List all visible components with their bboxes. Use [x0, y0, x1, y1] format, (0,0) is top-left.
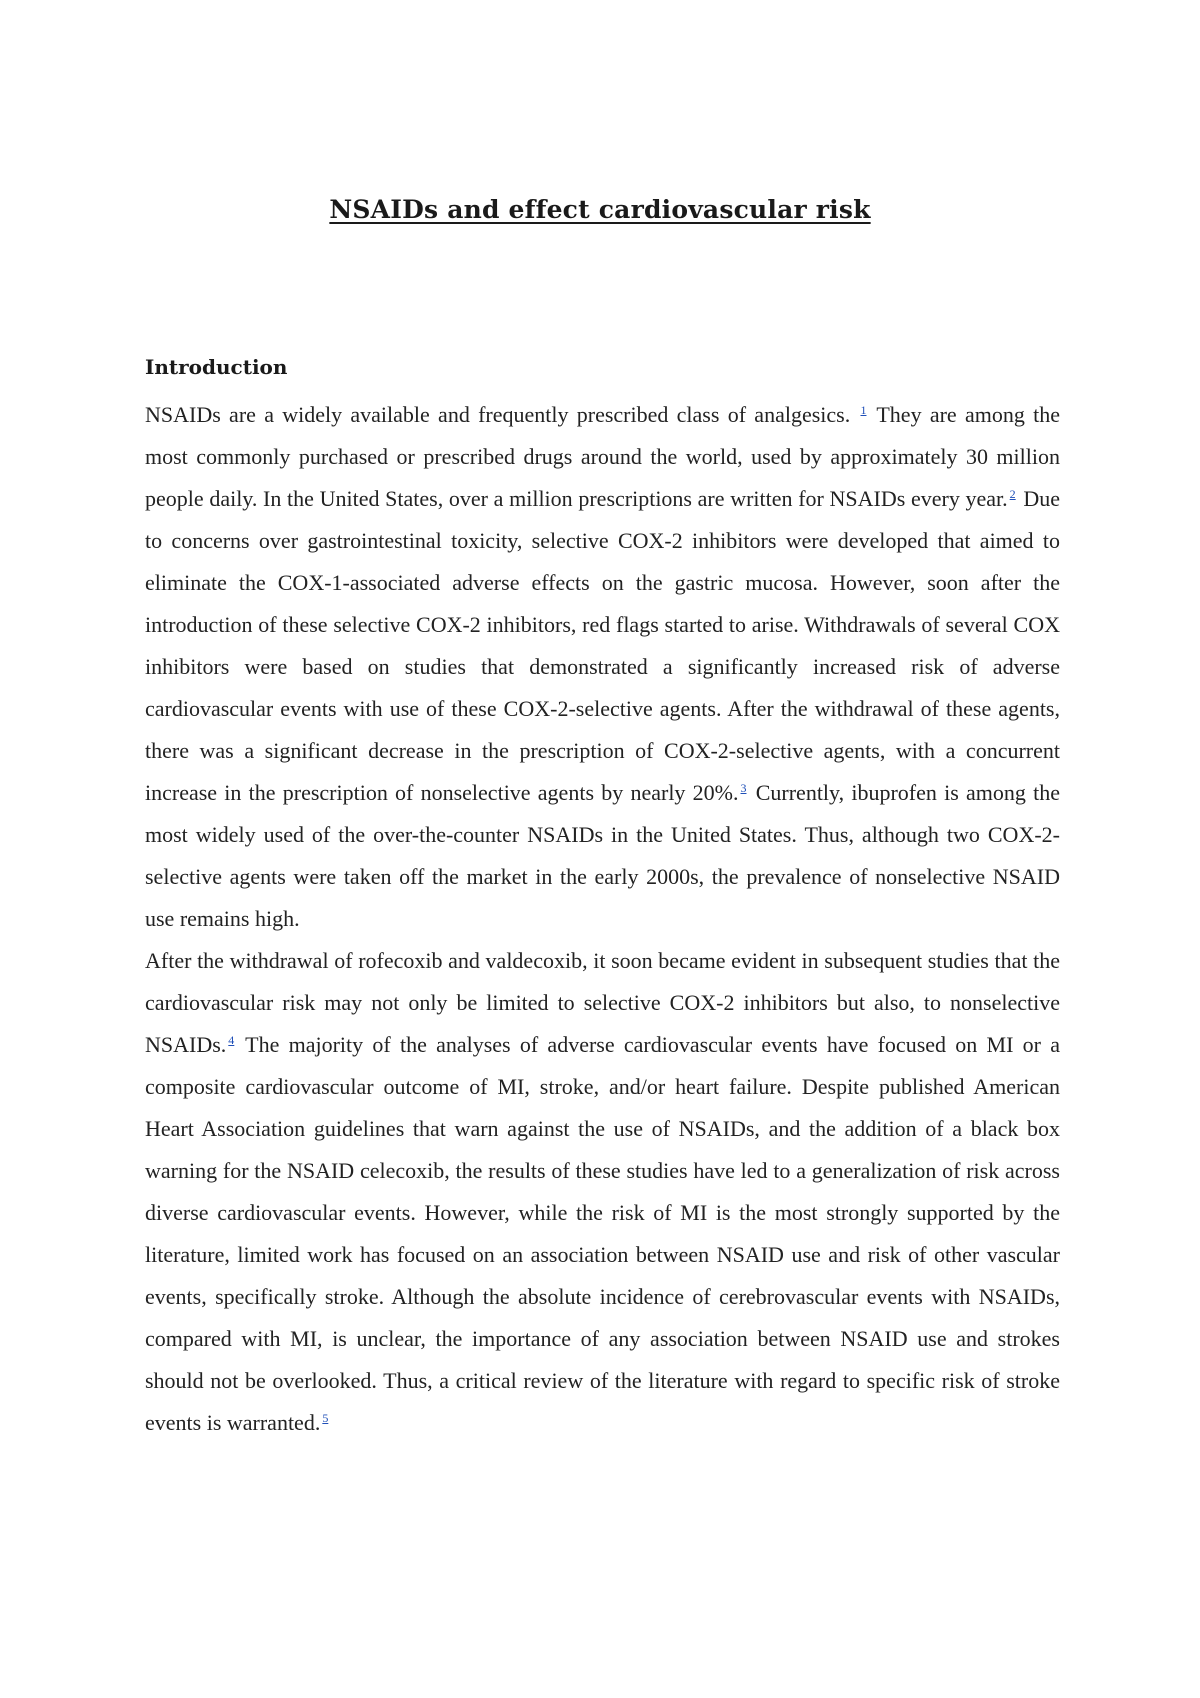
citation-link-5[interactable]: 5	[322, 1410, 329, 1425]
paragraph-text-segment: NSAIDs are a widely available and frequently prescribed class of analgesics.	[145, 402, 859, 427]
citation-link-1[interactable]: 1	[860, 402, 867, 417]
citation-link-2[interactable]: 2	[1009, 486, 1016, 501]
paragraph-text-segment: They are among the most commonly purchased or prescribed drugs around the world, used by approximately 30 million people daily. In the United States, over a million prescriptions are written for NSAIDs every year.	[145, 402, 1060, 511]
paragraph-text-segment: Currently, ibuprofen is among the most widely used of the over-the-counter NSAIDs in the United States. Thus, although two COX-2-selective agents were taken off the market in the early 2000s, the prevalence of nonselective NSAID use remains high.	[145, 780, 1060, 931]
paragraph-text-segment: After the withdrawal of rofecoxib and valdecoxib, it soon became evident in subsequent studies that the cardiovascular risk may not only be limited to selective COX-2 inhibitors but also, to nonselective NSAIDs.	[145, 948, 1060, 1057]
section-heading-introduction: Introduction	[145, 355, 288, 379]
paragraph-2	[145, 940, 1060, 1444]
citation-link-3[interactable]: 3	[740, 780, 747, 795]
paragraph-text-segment: The majority of the analyses of adverse cardiovascular events have focused on MI or a composite cardiovascular outcome of MI, stroke, and/or heart failure. Despite published American Heart Association guidelines that warn against the use of NSAIDs, and the addition of a black box warning for the NSAID celecoxib, the results of these studies have led to a generalization of risk across diverse cardiovascular events. However, while the risk of MI is the most strongly supported by the literature, limited work has focused on an association between NSAID use and risk of other vascular events, specifically stroke. Although the absolute incidence of cerebrovascular events with NSAIDs, compared with MI, is unclear, the importance of any association between NSAID use and strokes should not be overlooked. Thus, a critical review of the literature with regard to specific risk of stroke events is warranted.	[145, 1032, 1060, 1435]
paragraph-text-segment: Due to concerns over gastrointestinal toxicity, selective COX-2 inhibitors were developed that aimed to eliminate the COX-1-associated adverse effects on the gastric mucosa. However, soon after the introduction of these selective COX-2 inhibitors, red flags started to arise. Withdrawals of several COX inhibitors were based on studies that demonstrated a significantly increased risk of adverse cardiovascular events with use of these COX-2-selective agents. After the withdrawal of these agents, there was a significant decrease in the prescription of COX-2-selective agents, with a concurrent increase in the prescription of nonselective agents by nearly 20%.	[145, 486, 1061, 805]
document-title: NSAIDs and effect cardiovascular risk	[329, 195, 871, 224]
citation-link-4[interactable]: 4	[228, 1032, 235, 1047]
paragraph-1	[145, 394, 1060, 940]
document-body	[145, 352, 1060, 1444]
